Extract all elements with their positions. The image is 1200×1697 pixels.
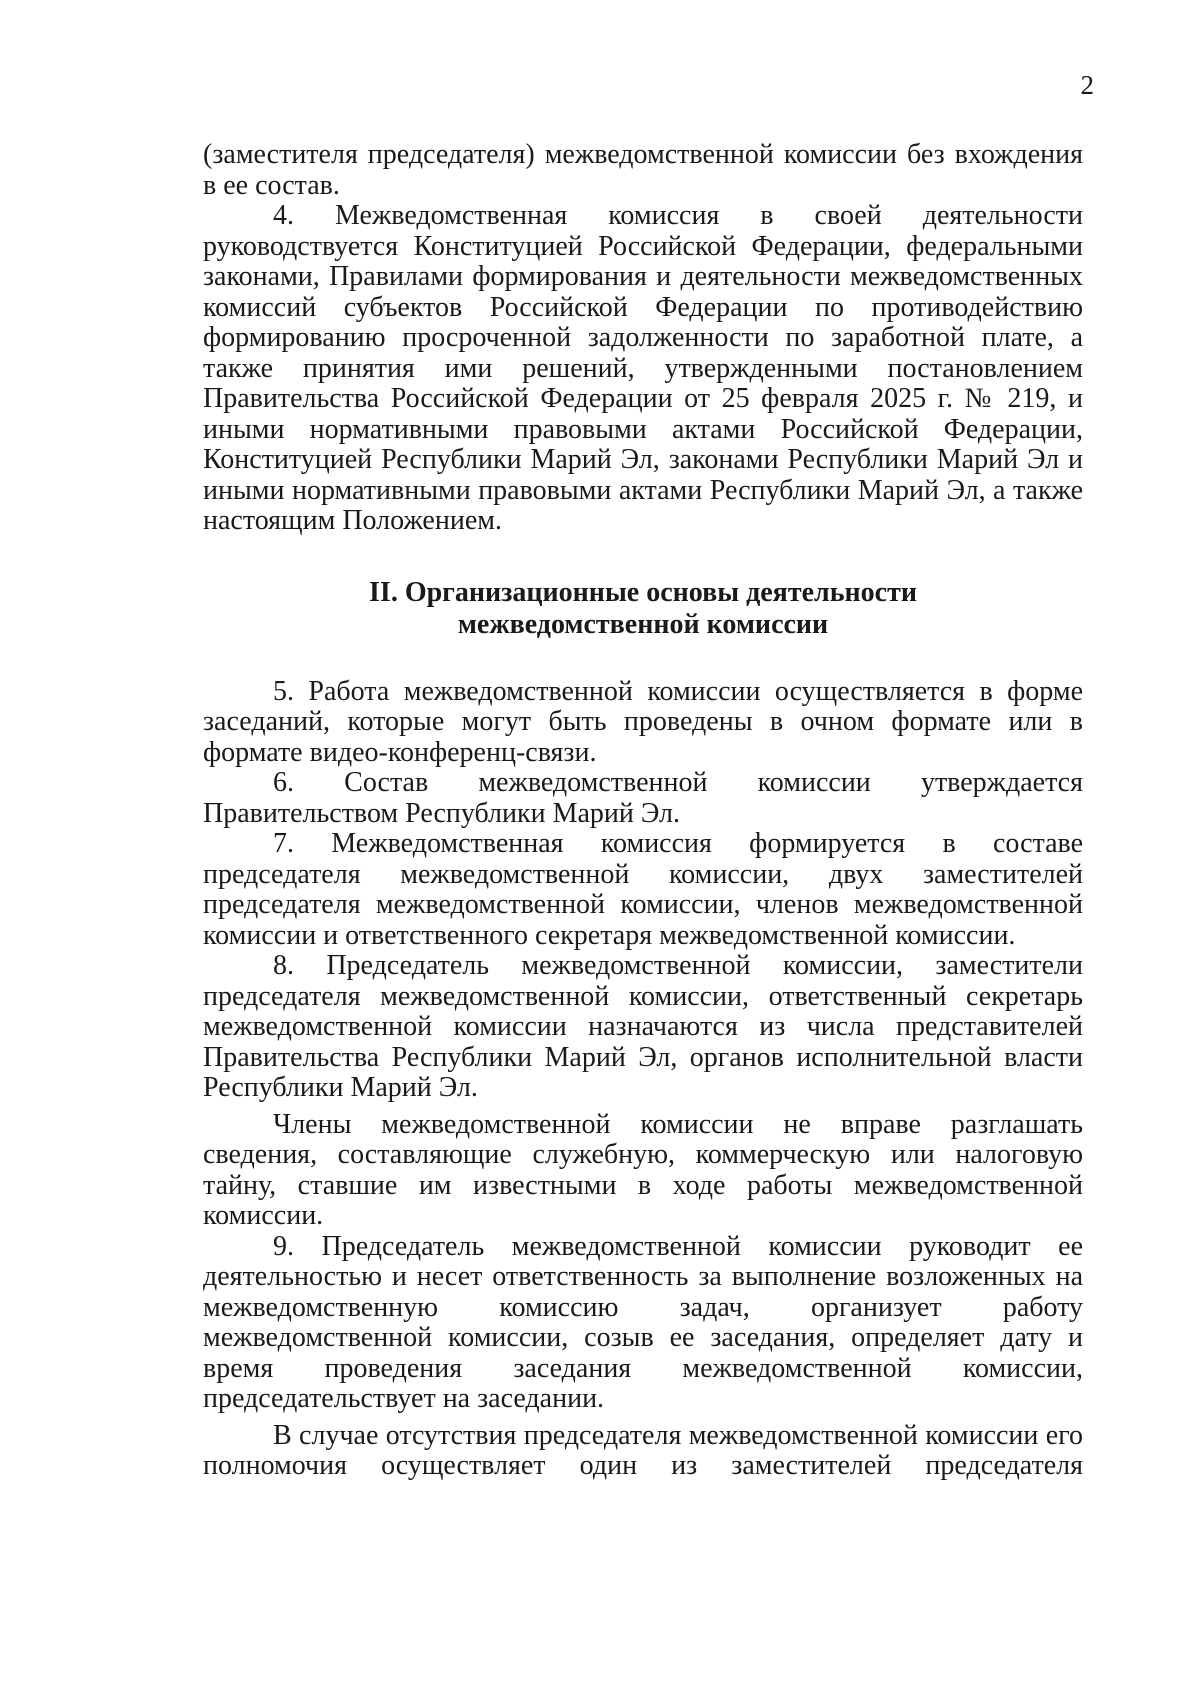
document-body: [203, 140, 1083, 1482]
section-heading-line-1: II. Организационные основы деятельности: [369, 576, 917, 608]
page-number: 2: [1080, 70, 1094, 100]
paragraph-7: 7. Межведомственная комиссия формируется в составе председателя межведомственной комиссии, двух заместителей председателя межведомственной комиссии, членов межведомственной комиссии и ответственного секретаря межведомственной комиссии.: [203, 828, 1083, 951]
section-heading: [203, 577, 1083, 641]
paragraph-8: 8. Председатель межведомственной комиссии, заместители председателя межведомственной комиссии, ответственный секретарь межведомственной комиссии назначаются из числа представителей Правительства Республики Марий Эл, органов исполнительной власти Республики Марий Эл.: [203, 950, 1083, 1103]
paragraph-9: 9. Председатель межведомственной комиссии руководит ее деятельностью и несет ответственность за выполнение возложенных на межведомственную комиссию задач, организует работу межведомственной комиссии, созыв ее заседания, определяет дату и время проведения заседания межведомственной комиссии, председательствует на заседании.: [203, 1230, 1083, 1414]
paragraph-intro-continuation: (заместителя председателя) межведомственной комиссии без вхождения в ее состав.: [203, 139, 1083, 201]
paragraph-8-members: Члены межведомственной комиссии не вправе разглашать сведения, составляющие служебную, коммерческую или налоговую тайну, ставшие им известными в ходе работы межведомственной комиссии.: [203, 1108, 1083, 1231]
paragraph-6: 6. Состав межведомственной комиссии утверждается Правительством Республики Марий Эл.: [203, 767, 1083, 829]
section-heading-line-2: межведомственной комиссии: [457, 608, 829, 640]
paragraph-5: 5. Работа межведомственной комиссии осуществляется в форме заседаний, которые могут быть проведены в очном формате или в формате видео-конференц-связи.: [203, 675, 1083, 768]
paragraph-4: 4. Межведомственная комиссия в своей деятельности руководствуется Конституцией Российской Федерации, федеральными законами, Правилами формирования и деятельности межведомственных комиссий субъектов Российской Федерации по противодействию формированию просроченной задолженности по заработной плате, а также принятия ими решений, утвержденными постановлением Правительства Российской Федерации от 25 февраля 2025 г. № 219, и иными нормативными правовыми актами Российской Федерации, Конституцией Республики Марий Эл, законами Республики Марий Эл и иными нормативными правовыми актами Республики Марий Эл, а также настоящим Положением.: [203, 200, 1083, 536]
paragraph-9-absence: В случае отсутствия председателя межведомственной комиссии его полномочия осуществляет один из заместителей председателя: [203, 1419, 1083, 1481]
